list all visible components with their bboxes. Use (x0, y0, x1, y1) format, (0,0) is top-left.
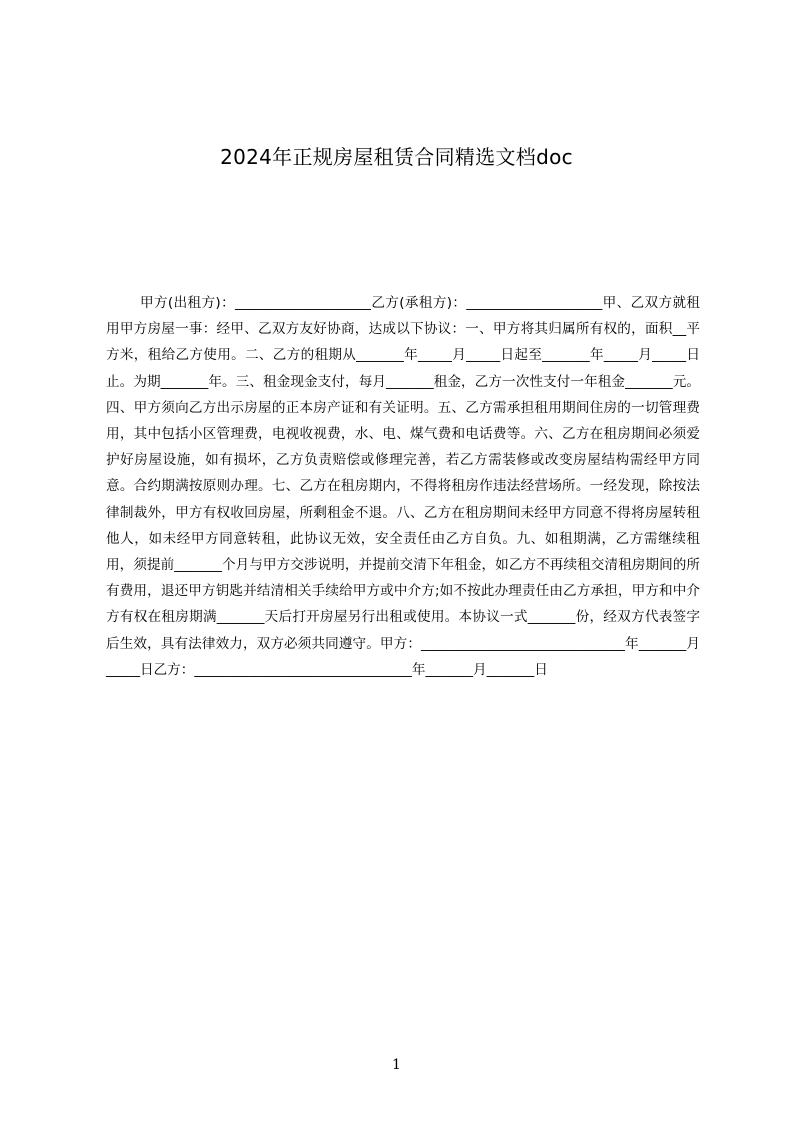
contract-body: 甲方(出租方)：____________________乙方(承租方)：____________________甲、乙双方就租用甲方房屋一事：经甲、乙双方友好协商，达成以下协议：一、甲方将其归属所有权的，面积__平方米，租给乙方使用。二、乙方的租期从_______年_____月_____日起至_______年_____月_____日止。为期_______年。三、租金现金支付，每月_______租金，乙方一次性支付一年租金_______元。四、甲方须向乙方出示房屋的正本房产证和有关证明。五、乙方需承担租用期间住房的一切管理费用，其中包括小区管理费，电视收视费，水、电、煤气费和电话费等。六、乙方在租房期间必须爱护好房屋设施，如有损坏，乙方负责赔偿或修理完善，若乙方需装修或改变房屋结构需经甲方同意。合约期满按原则办理。七、乙方在租房期内，不得将租房作违法经营场所。一经发现，除按法律制裁外，甲方有权收回房屋，所剩租金不退。八、乙方在租房期间未经甲方同意不得将房屋转租他人，如未经甲方同意转租，此协议无效，安全责任由乙方自负。九、如租期满，乙方需继续租用，须提前_______个月与甲方交涉说明，并提前交清下年租金，如乙方不再续租交清租房期间的所有费用，退还甲方钥匙并结清相关手续给甲方或中介方;如不按此办理责任由乙方承担，甲方和中介方有权在租房期满_______天后打开房屋另行出租或使用。本协议一式_______份，经双方代表签字后生效，具有法律效力，双方必须共同遵守。甲方：______________________________年_______月_____日乙方：________________________________年_______月_______日 (106, 295, 700, 678)
page-number: 1 (392, 1057, 401, 1073)
document-title: 2024年正规房屋租赁合同精选文档doc (220, 145, 573, 169)
